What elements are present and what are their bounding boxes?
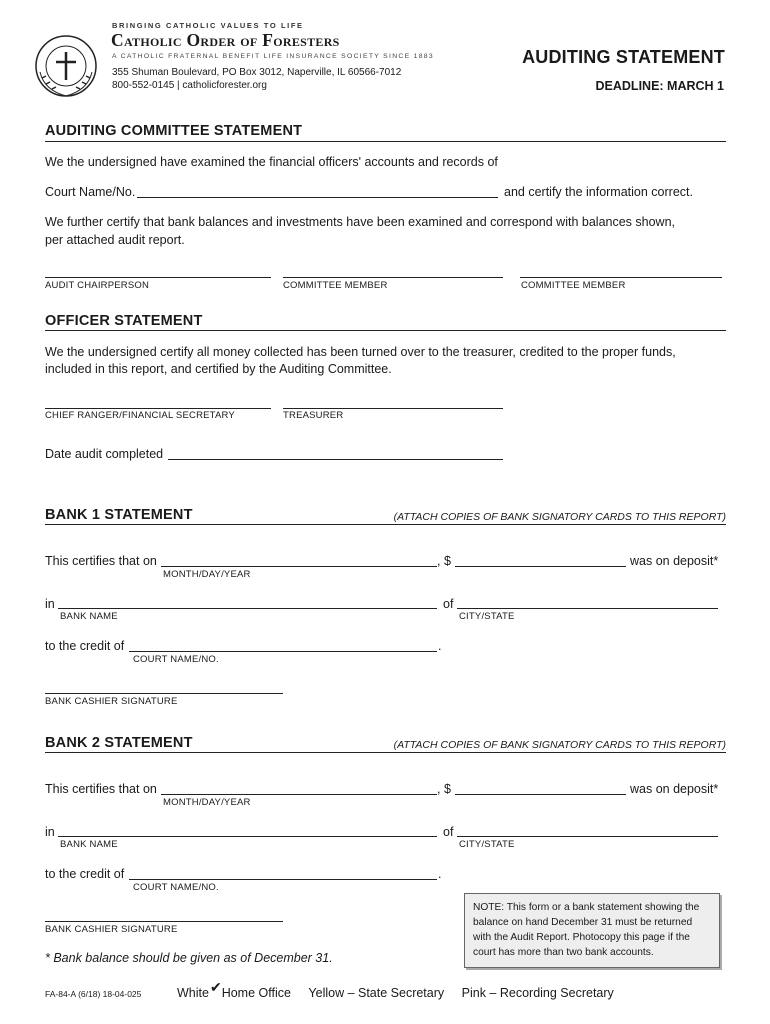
bank1-section-title: BANK 1 STATEMENT — [45, 507, 193, 523]
white-copy-destination: Home Office — [221, 986, 291, 1000]
committee-member-1-signature-line[interactable] — [283, 277, 503, 278]
credit-label: to the credit of — [45, 639, 125, 653]
section-rule — [45, 141, 726, 142]
city-state-caption: CITY/STATE — [459, 839, 515, 850]
dollar-label: , $ — [437, 782, 451, 796]
of-label: of — [443, 825, 454, 839]
note-text: NOTE: This form or a bank statement showing the balance on hand December 31 must be returned with the Audit Report. Photocopy this page if the court has more than two bank accounts. — [473, 902, 700, 958]
deposit-label: was on deposit* — [630, 554, 719, 568]
certifies-label: This certifies that on — [45, 554, 157, 568]
court-name-label: Court Name/No. — [45, 185, 136, 199]
form-title: AUDITING STATEMENT — [522, 47, 725, 67]
period: . — [438, 867, 442, 881]
period: . — [438, 639, 442, 653]
auditing-text-4: per attached audit report. — [45, 233, 185, 247]
bank1-cashier-signature-line[interactable] — [45, 693, 283, 694]
check-mark-icon: ✔ — [209, 979, 222, 995]
bank2-date-field[interactable] — [161, 794, 437, 795]
court-caption: COURT NAME/NO. — [133, 654, 219, 665]
attach-note: (ATTACH COPIES OF BANK SIGNATORY CARDS TO THIS REPORT) — [393, 511, 726, 523]
of-label: of — [443, 597, 454, 611]
bank-name-caption: BANK NAME — [60, 839, 118, 850]
attach-note: (ATTACH COPIES OF BANK SIGNATORY CARDS TO THIS REPORT) — [393, 739, 726, 751]
committee-member-caption: COMMITTEE MEMBER — [283, 280, 388, 291]
credit-label: to the credit of — [45, 867, 125, 881]
chief-ranger-signature-line[interactable] — [45, 408, 271, 409]
org-subtitle: A CATHOLIC FRATERNAL BENEFIT LIFE INSURANCE SOCIETY SINCE 1883 — [112, 53, 434, 60]
treasurer-signature-line[interactable] — [283, 408, 503, 409]
auditing-section-title: AUDITING COMMITTEE STATEMENT — [45, 123, 303, 139]
in-label: in — [45, 597, 55, 611]
in-label: in — [45, 825, 55, 839]
bank2-cashier-signature-line[interactable] — [45, 921, 283, 922]
bank1-court-field[interactable] — [129, 651, 437, 652]
committee-member-2-signature-line[interactable] — [520, 277, 722, 278]
treasurer-caption: TREASURER — [283, 410, 344, 421]
form-code: FA-84-A (6/18) 18-04-025 — [45, 989, 142, 999]
bank1-name-field[interactable] — [58, 608, 437, 609]
chief-ranger-caption: CHIEF RANGER/FINANCIAL SECRETARY — [45, 410, 235, 421]
bank2-city-field[interactable] — [457, 836, 718, 837]
date-audit-label: Date audit completed — [45, 447, 164, 461]
seal-logo — [32, 32, 100, 100]
white-copy-label: White — [177, 986, 209, 1000]
section-rule — [45, 524, 726, 525]
bank2-section-title: BANK 2 STATEMENT — [45, 735, 193, 751]
cashier-caption: BANK CASHIER SIGNATURE — [45, 924, 178, 935]
date-caption: MONTH/DAY/YEAR — [163, 797, 251, 808]
bank1-amount-field[interactable] — [455, 566, 626, 567]
org-contact: 800-552-0145 | catholicforester.org — [112, 80, 267, 91]
bank1-date-field[interactable] — [161, 566, 437, 567]
auditing-text-1: We the undersigned have examined the financial officers' accounts and records of — [45, 155, 498, 169]
org-name: Catholic Order of Foresters — [111, 30, 340, 50]
org-address: 355 Shuman Boulevard, PO Box 3012, Naperville, IL 60566-7012 — [112, 67, 402, 78]
section-rule — [45, 752, 726, 753]
copy-distribution — [177, 979, 614, 1001]
bank-name-caption: BANK NAME — [60, 611, 118, 622]
audit-chairperson-caption: AUDIT CHAIRPERSON — [45, 280, 150, 291]
footnote: * Bank balance should be given as of December 31. — [45, 951, 333, 965]
audit-chairperson-signature-line[interactable] — [45, 277, 271, 278]
officer-text-2: included in this report, and certified by the Auditing Committee. — [45, 362, 392, 376]
certifies-label: This certifies that on — [45, 782, 157, 796]
cashier-caption: BANK CASHIER SIGNATURE — [45, 696, 178, 707]
section-rule — [45, 330, 726, 331]
certify-correct-text: and certify the information correct. — [504, 185, 693, 199]
city-state-caption: CITY/STATE — [459, 611, 515, 622]
bank2-court-field[interactable] — [129, 879, 437, 880]
deposit-label: was on deposit* — [630, 782, 719, 796]
deadline: DEADLINE: MARCH 1 — [595, 79, 724, 93]
auditing-text-3: We further certify that bank balances and investments have been examined and correspond with balances shown, — [45, 215, 675, 229]
bank2-amount-field[interactable] — [455, 794, 626, 795]
bank2-name-field[interactable] — [58, 836, 437, 837]
date-caption: MONTH/DAY/YEAR — [163, 569, 251, 580]
court-caption: COURT NAME/NO. — [133, 882, 219, 893]
yellow-copy: Yellow – State Secretary — [308, 986, 445, 1000]
pink-copy: Pink – Recording Secretary — [461, 986, 614, 1000]
bank1-city-field[interactable] — [457, 608, 718, 609]
committee-member-caption: COMMITTEE MEMBER — [521, 280, 626, 291]
tagline: BRINGING CATHOLIC VALUES TO LIFE — [112, 21, 304, 30]
date-audit-field[interactable] — [168, 459, 503, 460]
note-box — [464, 893, 720, 968]
officer-text-1: We the undersigned certify all money collected has been turned over to the treasurer, credited to the proper funds, — [45, 345, 676, 359]
court-name-field[interactable] — [137, 197, 498, 198]
dollar-label: , $ — [437, 554, 451, 568]
officer-section-title: OFFICER STATEMENT — [45, 313, 203, 329]
